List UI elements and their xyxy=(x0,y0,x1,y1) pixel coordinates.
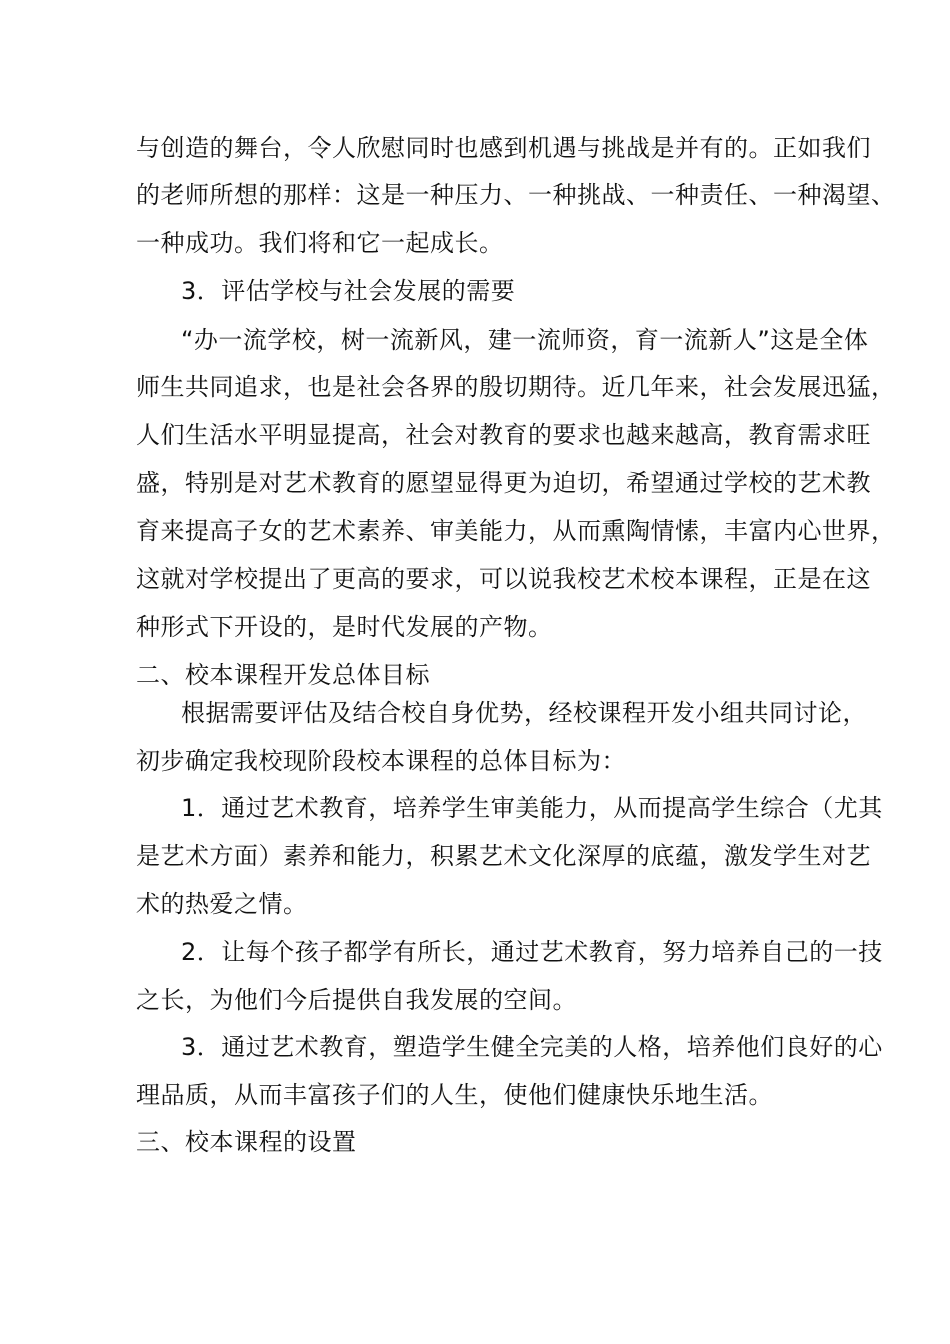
list-item-line: 之长，为他们今后提供自我发展的空间。 xyxy=(136,986,577,1014)
subheading: 3．评估学校与社会发展的需要 xyxy=(181,277,516,305)
text-line: 一种成功。我们将和它一起成长。 xyxy=(136,229,504,257)
text-line: 人们生活水平明显提高，社会对教育的要求也越来越高，教育需求旺 xyxy=(136,421,871,449)
text-line: 与创造的舞台，令人欣慰同时也感到机遇与挑战是并有的。正如我们 xyxy=(136,134,871,162)
list-item-line: 术的热爱之情。 xyxy=(136,890,308,918)
text-line: 初步确定我校现阶段校本课程的总体目标为： xyxy=(136,747,626,775)
text-line: 种形式下开设的，是时代发展的产物。 xyxy=(136,613,553,641)
text-line: 这就对学校提出了更高的要求，可以说我校艺术校本课程，正是在这 xyxy=(136,565,871,593)
text-line: “办一流学校，树一流新风，建一流师资，育一流新人”这是全体 xyxy=(181,326,869,354)
list-item-line: 是艺术方面）素养和能力，积累艺术文化深厚的底蕴，激发学生对艺 xyxy=(136,842,871,870)
section-heading: 三、校本课程的设置 xyxy=(136,1128,357,1156)
text-line: 根据需要评估及结合校自身优势，经校课程开发小组共同讨论， xyxy=(181,699,867,727)
text-line: 育来提高子女的艺术素养、审美能力，从而熏陶情愫，丰富内心世界， xyxy=(136,517,896,545)
list-item-line: 1．通过艺术教育，培养学生审美能力，从而提高学生综合（尤其 xyxy=(181,794,883,822)
section-heading: 二、校本课程开发总体目标 xyxy=(136,661,430,689)
list-item-line: 2．让每个孩子都学有所长，通过艺术教育，努力培养自己的一技 xyxy=(181,938,883,966)
list-item-line: 理品质，从而丰富孩子们的人生，使他们健康快乐地生活。 xyxy=(136,1081,773,1109)
text-line: 的老师所想的那样：这是一种压力、一种挑战、一种责任、一种渴望、 xyxy=(136,181,896,209)
text-line: 盛，特别是对艺术教育的愿望显得更为迫切，希望通过学校的艺术教 xyxy=(136,469,871,497)
text-line: 师生共同追求，也是社会各界的殷切期待。近几年来，社会发展迅猛， xyxy=(136,373,896,401)
list-item-line: 3．通过艺术教育，塑造学生健全完美的人格，培养他们良好的心 xyxy=(181,1033,883,1061)
